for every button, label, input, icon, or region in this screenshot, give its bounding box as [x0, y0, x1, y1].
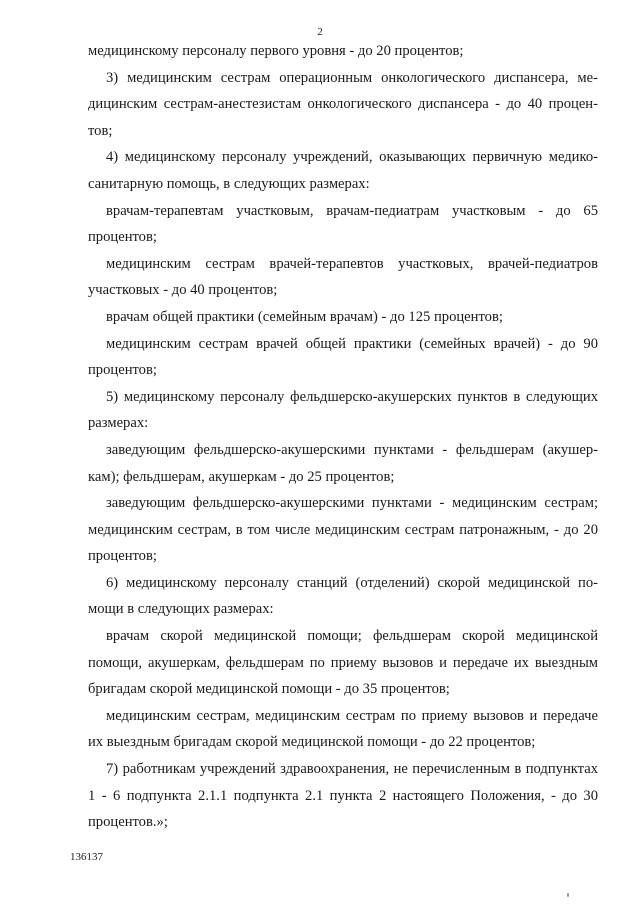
- paragraph-terapevty: врачам-терапевтам участковым, врачам-педиатрам участковым - до 65 процентов;: [88, 202, 598, 246]
- paragraph-medsestry-terapevtov: медицинским сестрам врачей-терапевтов участковых, врачей-педиатров участковых - до 40 процентов;: [88, 255, 598, 299]
- paragraph-item-3: 3) медицинским сестрам операционным онкологического диспансера, медицинским сестрам-анестезистам онкологического диспансера - до 40 процентов;: [88, 69, 598, 139]
- paragraph-zaveduyushchie-feldshery: заведующим фельдшерско-акушерскими пунктами - фельдшерам (акушеркам); фельдшерам, акушеркам - до 25 процентов;: [88, 441, 598, 485]
- paragraph-item-5: 5) медицинскому персоналу фельдшерско-акушерских пунктов в следующих размерах:: [88, 388, 598, 432]
- paragraph-continuation: медицинскому персоналу первого уровня - до 20 процентов;: [88, 43, 464, 59]
- paragraph-item-7: 7) работникам учреждений здравоохранения, не перечисленным в подпунктах 1 - 6 подпункта 2.1.1 подпункта 2.1 пункта 2 настоящего Положения, - до 30 процентов.»;: [88, 761, 598, 831]
- scan-speck: [567, 893, 569, 897]
- paragraph-item-4: 4) медицинскому персоналу учреждений, оказывающих первичную медико-санитарную помощь, в следующих размерах:: [88, 149, 598, 192]
- paragraph-zaveduyushchie-medsestry: заведующим фельдшерско-акушерскими пунктами - медицинским сестрам; медицинским сестрам, в том числе медицинским сестрам патронажным, - до 20 процентов;: [88, 495, 598, 565]
- document-code: 136137: [70, 851, 103, 863]
- paragraph-vrachi-obshchey-praktiki: врачам общей практики (семейным врачам) - до 125 процентов;: [106, 308, 503, 325]
- paragraph-vrachi-skoroy: врачам скорой медицинской помощи; фельдшерам скорой медицинской помощи, акушеркам, фельдшерам по приему вызовов и передаче их выездным бригадам скорой медицинской помощи - до 35 процентов;: [88, 628, 598, 698]
- page-number: 2: [317, 26, 323, 38]
- paragraph-medsestry-obshchey-praktiki: медицинским сестрам врачей общей практики (семейных врачей) - до 90 процентов;: [88, 335, 598, 379]
- paragraph-medsestry-skoroy: медицинским сестрам, медицинским сестрам по приему вызовов и передаче их выездным бригадам скорой медицинской помощи - до 22 процентов;: [88, 707, 598, 751]
- paragraph-item-6: 6) медицинскому персоналу станций (отделений) скорой медицинской помощи в следующих размерах:: [88, 574, 598, 618]
- document-body: [88, 38, 598, 836]
